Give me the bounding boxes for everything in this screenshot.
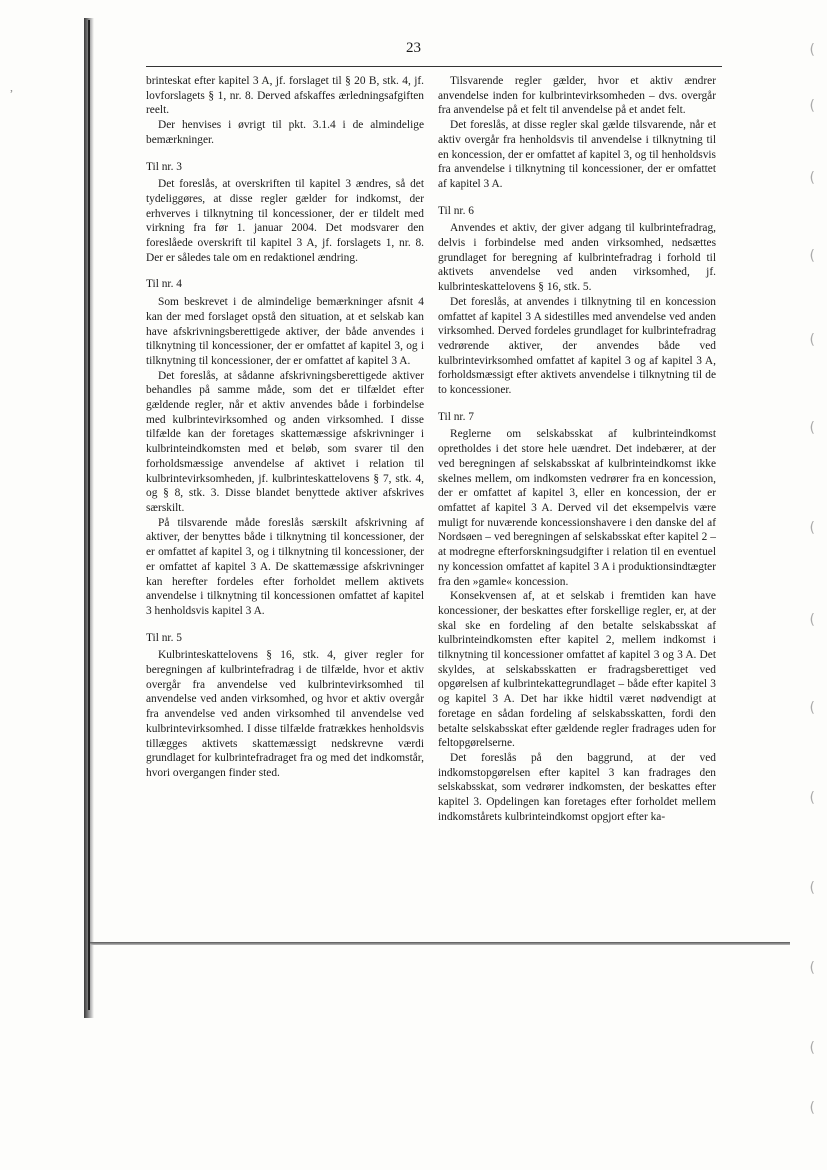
section-nr-4-paragraph-1: Som beskrevet i de almindelige bemærkninger afsnit 4 kan der med forslaget opstå den situation, at et selskab kan have afskrivningsberettigede aktiver, der både anvendes i tilknytning til koncessioner, der er omfattet af kapitel 3, og i tilknytning til koncessioner, der er omfattet af kapitel 3 A. — [146, 296, 424, 367]
punch-hole-mark: ( — [809, 700, 815, 716]
left-column — [146, 74, 424, 781]
right-intro-paragraph-1: Tilsvarende regler gælder, hvor et aktiv ændrer anvendelse inden for kulbrintevirksomheden – dvs. overgår fra anvendelse på et felt til anvendelse på et andet felt. — [438, 75, 716, 117]
section-nr-6-paragraph-2: Det foreslås, at anvendes i tilknytning til en koncession omfattet af kapitel 3 A sidestilles med anvendelse ved anden virksomhed. Derved fordeles grundlaget for kulbrintefradrag vedrørende aktiver, der anvendes både ved kulbrintevirksomhed omfattet af kapitel 3 og af kapitel 3 A, forholdsmæssigt efter aktivets anvendelse i tilknytning til de to koncessioner. — [438, 295, 716, 397]
section-nr-3-paragraph-1: Det foreslås, at overskriften til kapitel 3 ændres, så det tydeliggøres, at disse regler gælder for indkomst, der erhverves i tilknytning til koncessioner, der er tildelt med virkning fra før 1. januar 2004. Det modsvarer den foreslåede overskrift til kapitel 3 A, jf. forslagets 1, nr. 8. Der er således tale om en redaktionel ændring. — [146, 178, 424, 264]
section-heading-nr-5: Til nr. 5 — [146, 631, 182, 644]
section-nr-7-paragraph-3: Det foreslås på den baggrund, at der ved indkomstopgørelsen efter kapitel 3 kan fradrages den selskabsskat, som vedrører indkomsten, der beskattes efter kapitel 3. Opdelingen kan foretages efter forholdet mellem indkomstårets kulbrinteindkomst opgjort efter ka- — [438, 751, 716, 823]
punch-hole-mark: ( — [809, 248, 815, 264]
scan-binding-line — [88, 20, 90, 1010]
section-nr-6-paragraph-1: Anvendes et aktiv, der giver adgang til kulbrintefradrag, delvis i forbindelse med anden virksomhed, nedsættes grundlaget for beregning af kulbrintefradrag i forhold til aktivets anvendelse ved anden virksomhed, jf. kulbrinteskattelovens § 16, stk. 5. — [438, 222, 716, 294]
section-heading-nr-3: Til nr. 3 — [146, 160, 182, 173]
punch-hole-mark: ( — [809, 612, 815, 628]
section-nr-5-paragraph-1: Kulbrinteskattelovens § 16, stk. 4, giver regler for beregningen af kulbrintefradrag i de tilfælde, hvor et aktiv overgår fra anvendelse ved kulbrintevirksomhed til anvendelse ved anden virksomhed, og hvor et aktiv overgår fra anvendelse ved anden virksomhed til anvendelse ved kulbrintevirksomhed. I disse tilfælde fratrækkes henholdsvis tillægges aktivets skattemæssigt nedskrevne værdi grundlaget for kulbrintefradraget fra og med det indkomstår, hvori overgangen finder sted. — [146, 649, 424, 779]
punch-hole-mark: ( — [809, 332, 815, 348]
left-intro-paragraph-1: brinteskat efter kapitel 3 A, jf. forslaget til § 20 B, stk. 4, jf. lovforslagets § 1, nr. 8. Derved afskaffes ærledningsafgiften reelt. — [146, 75, 424, 117]
section-nr-4-paragraph-3: På tilsvarende måde foreslås særskilt afskrivning af aktiver, der benyttes både i tilknytning til koncessioner, der er omfattet af kapitel 3, og i tilknytning til koncessioner, der er omfattet af kapitel 3 A. De skattemæssige afskrivninger kan herefter fordeles efter forholdet mellem aktivets anvendelse i tilknytning til koncessionen omfattet af kapitel 3 henholdsvis kapitel 3 A. — [146, 516, 424, 617]
punch-hole-mark: ( — [809, 790, 815, 806]
right-column — [438, 74, 716, 824]
punch-hole-marks — [797, 0, 819, 1170]
scan-edge-bottom — [90, 942, 790, 945]
punch-hole-mark: ( — [809, 880, 815, 896]
punch-hole-mark: ( — [809, 420, 815, 436]
punch-hole-mark: ( — [809, 42, 815, 58]
left-intro-paragraph-2: Der henvises i øvrigt til pkt. 3.1.4 i de almindelige bemærkninger. — [146, 119, 424, 146]
punch-hole-mark: ( — [809, 1040, 815, 1056]
section-heading-nr-4: Til nr. 4 — [146, 278, 182, 291]
section-heading-nr-6: Til nr. 6 — [438, 204, 474, 217]
punch-hole-mark: ( — [809, 98, 815, 114]
right-intro-paragraph-2: Det foreslås, at disse regler skal gælde tilsvarende, når et aktiv overgår fra henholdsvis til anvendelse i tilknytning til en koncession, der er omfattet af kapitel 3, og til henholdsvis fra anvendelse i tilknytning til koncessioner, der er omfattet af kapitel 3 A. — [438, 119, 716, 190]
page-number: 23 — [406, 40, 421, 56]
punch-hole-mark: ( — [809, 1100, 815, 1116]
section-nr-4-paragraph-2: Det foreslås, at sådanne afskrivningsberettigede aktiver behandles på samme måde, som det er tilfældet efter gældende regler, når et aktiv anvendes både i forbindelse med kulbrintevirksomhed og anden virksomhed. I disse tilfælde kan der foretages skattemæssige afskrivninger i kulbrinteindkomsten med et beløb, som svarer til den forholdsmæssige anvendelse af aktivet i relation til kulbrintevirksomheden, jf. kulbrinteskattelovens § 7, stk. 4, og § 8, stk. 3. Disse blandet benyttede aktiver afskrives særskilt. — [146, 369, 424, 514]
scan-stray-mark: , — [10, 80, 13, 94]
punch-hole-mark: ( — [809, 960, 815, 976]
punch-hole-mark: ( — [809, 520, 815, 536]
section-heading-nr-7: Til nr. 7 — [438, 410, 474, 423]
punch-hole-mark: ( — [809, 170, 815, 186]
section-nr-7-paragraph-1: Reglerne om selskabsskat af kulbrinteindkomst opretholdes i det store hele uændret. Det indebærer, at der ved beregningen af selskabsskat af kulbrinteindkomst ikke skelnes mellem, om indkomsten vedrører fra en koncession, der er omfattet af kapitel 3, eller en koncession, der er omfattet af kapitel 3 A. Derved vil det eksempelvis være muligt for nuværende koncessionshavere i den danske del af Nordsøen – ved beregningen af selskabsskat efter kapitel 2 – at modregne efterforskningsudgifter i relation til en eventuel ny koncession omfattet af kapitel 3 A i produktionsindtægter fra den »gamle« koncession. — [438, 428, 716, 588]
header-rule — [146, 66, 722, 67]
section-nr-7-paragraph-2: Konsekvensen af, at et selskab i fremtiden kan have koncessioner, der beskattes efter forskellige regler, er, at der skal ske en fordeling af den betalte selskabsskat af kulbrinteindkomsten efter kapitel 2, mellem indkomst i tilknytning til koncessioner omfattet af kapitel 3 og 3 A. Det skyldes, at selskabsskatten er fradragsberettiget ved opgørelsen af kulbrintekattegrundlaget – både efter kapitel 3 og kapitel 3 A. Det har ikke hidtil været nødvendigt at foretage en sådan fordeling af selskabsskatten, fordi den betalte selskabsskat efter gældende regler fradrages uden for feltopgørelserne. — [438, 590, 716, 750]
